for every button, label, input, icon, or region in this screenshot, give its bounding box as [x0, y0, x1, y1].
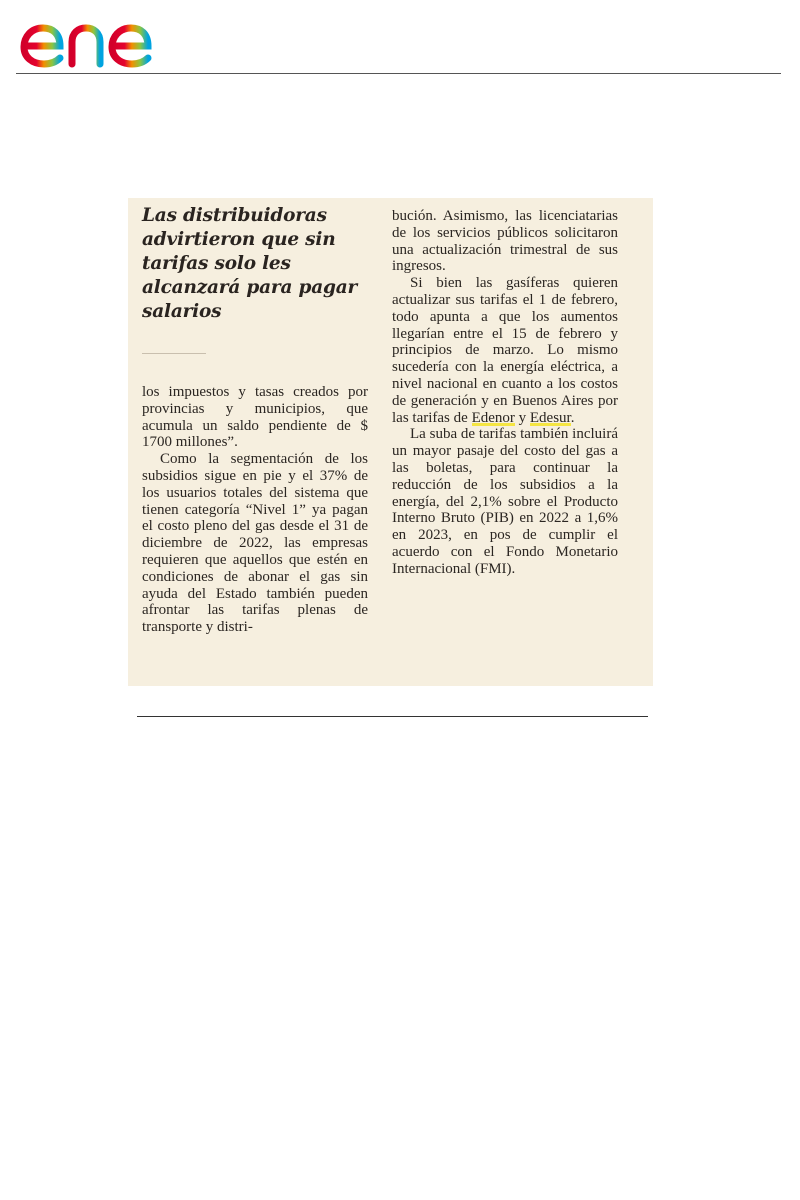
left-paragraph-1: los impuestos y tasas creados por provincias y municipios, que acumula un saldo pendiente de $ 1700 millones”.	[142, 384, 368, 451]
right-paragraph-1: bución. Asimismo, las licenciatarias de los servicios públicos solicitaron una actualización trimestral de sus ingresos.	[392, 208, 618, 275]
right-paragraph-3: La suba de tarifas también incluirá un mayor pasaje del costo del gas a las boletas, para continuar la reducción de los subsidios a la energía, del 2,1% sobre el Producto Interno Bruto (PIB) en 2022 a 1,6% en 2023, en pos de cumplir el acuerdo con el Fondo Monetario Internacional (FMI).	[392, 426, 618, 577]
right-paragraph-2	[392, 275, 618, 426]
headline-separator	[142, 353, 206, 354]
article-left-column	[142, 204, 368, 636]
article-right-column	[392, 208, 618, 578]
enel-logo	[16, 6, 186, 68]
article-headline: Las distribuidoras advirtieron que sin tarifas solo les alcanzará para pagar salarios	[142, 205, 358, 322]
header-divider	[16, 73, 781, 74]
right-paragraph-2-end: .	[570, 409, 575, 426]
highlight-edenor: Edenor	[471, 409, 515, 426]
newspaper-clipping	[128, 198, 653, 686]
highlight-edesur: Edesur	[529, 409, 571, 426]
footer-divider	[137, 716, 648, 717]
right-paragraph-2-mid: y	[514, 409, 527, 426]
left-paragraph-2: Como la segmentación de los subsidios sigue en pie y el 37% de los usuarios totales del sistema que tienen categoría “Nivel 1” ya pagan el costo pleno del gas desde el 31 de diciembre de 2022, las empresas requieren que aquellos que estén en condiciones de abonar el gas sin ayuda del Estado también pueden afrontar las tarifas plenas de transporte y distri-	[142, 451, 368, 636]
right-paragraph-2-text: Si bien las gasíferas quieren actualizar sus tarifas el 1 de febrero, todo apunta a que los aumentos llegarían entre el 15 de febrero y principios de marzo. Lo mismo sucedería con la energía eléctrica, a nivel nacional en cuanto a los costos de generación y en Buenos Aires por las tarifas de	[392, 275, 618, 426]
